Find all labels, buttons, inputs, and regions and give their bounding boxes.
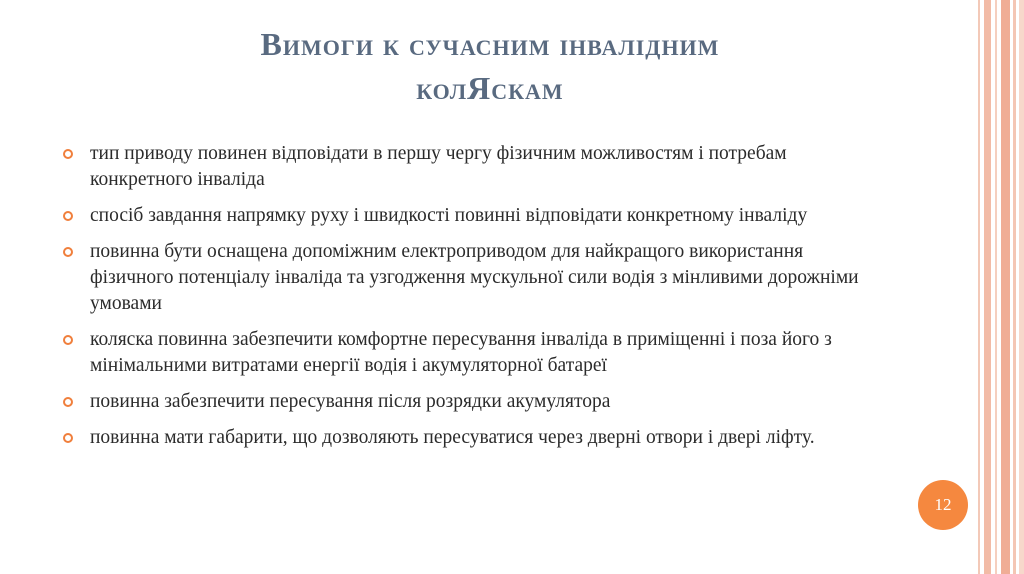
decorative-stripe (1019, 0, 1024, 574)
list-item (62, 203, 862, 229)
list-item (62, 141, 862, 193)
list-item (62, 425, 862, 451)
slide-title-line: колЯскам (416, 70, 564, 106)
page-number-badge (918, 480, 968, 530)
list-item (62, 327, 862, 379)
ring-bullet-icon (63, 335, 73, 345)
page-number: 12 (934, 495, 952, 514)
ring-bullet-icon (63, 247, 73, 257)
bullet-text: повинна мати габарити, що дозволяють пересуватися через дверні отвори і двері ліфту. (90, 427, 815, 448)
bullet-text: коляска повинна забезпечити комфортне пересування інваліда в приміщенні і поза його з мінімальними витратами енергії водія і акумуляторної батареї (90, 329, 832, 376)
decorative-stripe (1001, 0, 1010, 574)
bullet-list (62, 141, 862, 461)
slide-title (120, 22, 860, 110)
decorative-stripe (995, 0, 997, 574)
ring-bullet-icon (63, 149, 73, 159)
bullet-text: повинна забезпечити пересування після розрядки акумулятора (90, 391, 611, 412)
list-item (62, 239, 862, 317)
bullet-text: тип приводу повинен відповідати в першу чергу фізичним можливостям і потребам конкретного інваліда (90, 143, 787, 190)
decorative-stripe (984, 0, 991, 574)
list-item (62, 389, 862, 415)
decorative-stripe (978, 0, 980, 574)
bullet-text: спосіб завдання напрямку руху і швидкості повинні відповідати конкретному інваліду (90, 205, 808, 226)
ring-bullet-icon (63, 397, 73, 407)
ring-bullet-icon (63, 433, 73, 443)
decorative-stripe (1013, 0, 1016, 574)
bullet-text: повинна бути оснащена допоміжним електроприводом для найкращого використання фізичного потенціалу інваліда та узгодження мускульної сили водія з мінливими дорожніми умовами (90, 241, 859, 314)
slide-title-line: Вимоги к сучасним інвалідним (260, 26, 720, 62)
ring-bullet-icon (63, 211, 73, 221)
